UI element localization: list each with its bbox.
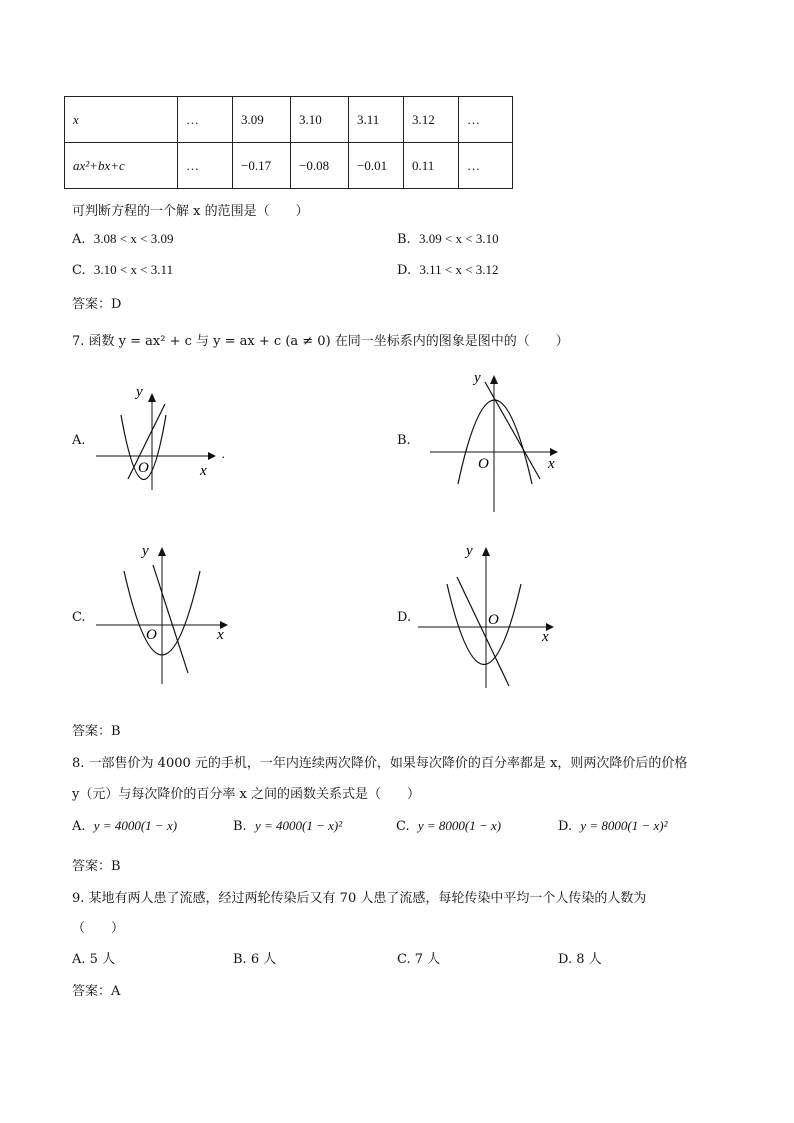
y-axis-label: y <box>474 370 481 386</box>
y-axis-arrow <box>482 547 490 556</box>
table-cell: −0.08 <box>291 143 349 189</box>
q7-stem: 7. 函数 y = ax² + c 与 y = ax + c (a ≠ 0) 在同一坐标系内的图象是图中的（ ） <box>72 334 569 349</box>
x-axis-label: x <box>200 463 207 479</box>
q7-option-c-label[interactable]: C. <box>72 610 86 625</box>
y-axis-label: y <box>136 384 143 400</box>
parabola <box>447 584 521 665</box>
q6-answer: 答案：D <box>72 297 122 312</box>
q7-graph-d[interactable] <box>414 540 564 690</box>
x-axis-label: x <box>548 456 555 472</box>
q7-option-d-label[interactable]: D. <box>397 610 412 625</box>
q8-stem-line2: y（元）与每次降价的百分率 x 之间的函数关系式是（ ） <box>72 787 420 802</box>
q8-option-c[interactable]: C. y = 8000(1 − x) <box>396 818 502 834</box>
y-axis-arrow <box>490 375 498 384</box>
q9-stem-line2: （ ） <box>72 921 125 936</box>
line <box>457 577 509 686</box>
table-cell: 3.11 <box>349 97 404 143</box>
origin-label: O <box>146 627 157 643</box>
table-cell: … <box>459 97 513 143</box>
q7-option-b-label[interactable]: B. <box>397 433 411 448</box>
x-axis-arrow <box>550 448 558 456</box>
line <box>153 565 188 673</box>
q8-option-d[interactable]: D. y = 8000(1 − x)² <box>558 818 668 834</box>
q8-stem-line1: 8. 一部售价为 4000 元的手机，一年内连续两次降价，如果每次降价的百分率都是 x，则两次降价后的价格 <box>72 756 688 771</box>
q9-stem-line1: 9. 某地有两人患了流感，经过两轮传染后又有 70 人患了流感，每轮传染中平均一个人传染的人数为 <box>72 891 647 906</box>
parabola <box>458 400 532 484</box>
table-cell: 0.11 <box>404 143 459 189</box>
table-cell: 3.10 <box>291 97 349 143</box>
table-cell: … <box>178 143 233 189</box>
x-axis-label: x <box>542 629 549 645</box>
q7-graph-c[interactable] <box>92 538 237 690</box>
table-row-y <box>65 143 513 189</box>
table-cell: 3.09 <box>233 97 291 143</box>
q7-graph-b[interactable] <box>428 368 568 518</box>
q6-option-b[interactable]: B. 3.09 < x < 3.10 <box>397 231 499 247</box>
x-axis-label: x <box>217 627 224 643</box>
table-header-expression: ax²+bx+c <box>65 143 178 189</box>
q6-option-c[interactable]: C. 3.10 < x < 3.11 <box>72 262 174 278</box>
q9-answer: 答案：A <box>72 984 121 999</box>
q9-option-c[interactable]: C. 7 人 <box>397 952 441 967</box>
origin-label: O <box>478 456 489 472</box>
table-cell: 3.12 <box>404 97 459 143</box>
y-axis-label: y <box>466 543 473 559</box>
q7-answer: 答案：B <box>72 724 121 739</box>
line <box>485 382 540 479</box>
q6-option-d[interactable]: D. 3.11 < x < 3.12 <box>397 262 499 278</box>
values-table <box>64 96 513 189</box>
table-row-x <box>65 97 513 143</box>
table-cell: −0.17 <box>233 143 291 189</box>
q6-stem: 可判断方程的一个解 x 的范围是（ ） <box>72 204 309 219</box>
y-axis-label: y <box>142 543 149 559</box>
q8-option-b[interactable]: B. y = 4000(1 − x)² <box>233 818 343 834</box>
y-axis-arrow <box>158 547 166 556</box>
q9-option-d[interactable]: D. 8 人 <box>558 952 602 967</box>
table-cell: … <box>178 97 233 143</box>
q6-option-a[interactable]: A. 3.08 < x < 3.09 <box>72 231 174 247</box>
table-header-x: x <box>65 97 178 143</box>
y-axis-arrow <box>148 393 156 402</box>
q8-answer: 答案：B <box>72 859 121 874</box>
q9-option-b[interactable]: B. 6 人 <box>233 952 277 967</box>
origin-label: O <box>488 612 499 628</box>
table-cell: … <box>459 143 513 189</box>
q8-option-a[interactable]: A. y = 4000(1 − x) <box>72 818 178 834</box>
q9-option-a[interactable]: A. 5 人 <box>72 952 116 967</box>
table-cell: −0.01 <box>349 143 404 189</box>
x-axis-arrow <box>208 452 216 460</box>
q7-option-a-label[interactable]: A. <box>72 433 86 448</box>
origin-label: O <box>138 460 149 476</box>
trailing-dot: . <box>222 446 226 461</box>
q7-graph-a[interactable] <box>90 378 240 498</box>
